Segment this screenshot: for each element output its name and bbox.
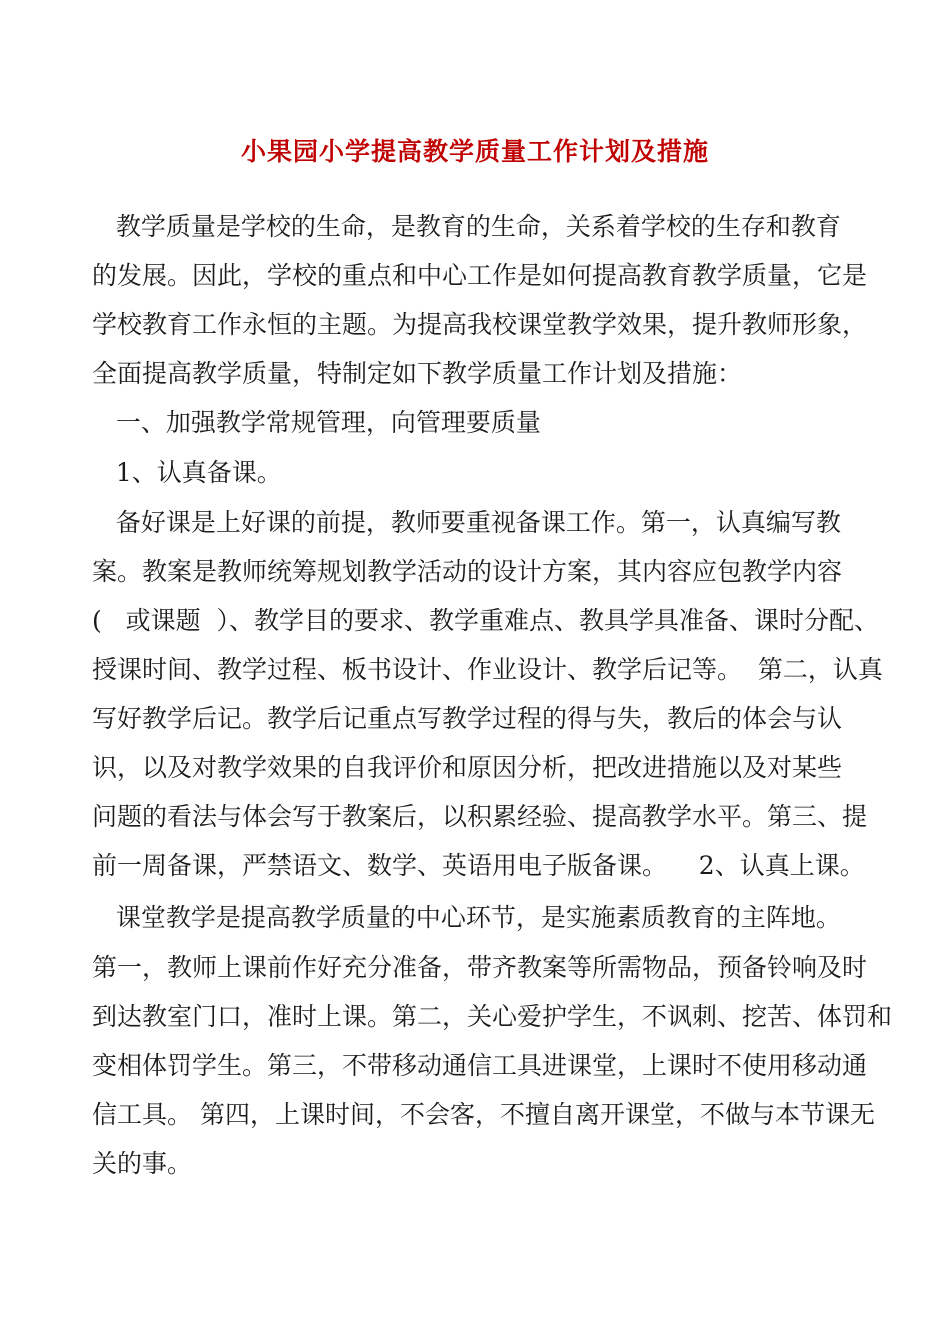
document-title: 小果园小学提高教学质量工作计划及措施 [240,137,709,166]
body-line: 案。教案是教师统筹规划教学活动的设计方案，其内容应包教学内容 [92,557,843,586]
body-line: 前一周备课，严禁语文、数学、英语用电子版备课。 2、认真上课。 [92,851,865,880]
body-line: 课堂教学是提高教学质量的中心环节，是实施素质教育的主阵地。 [92,903,841,932]
body-line: 备好课是上好课的前提，教师要重视备课工作。第一，认真编写教 [92,508,841,537]
body-line: 问题的看法与体会写于教案后，以积累经验、提高教学水平。第三、提 [92,802,868,831]
body-line: 写好教学后记。教学后记重点写教学过程的得与失，教后的体会与认 [92,704,843,733]
subsection-heading: 1、认真备课。 [92,458,282,487]
body-line: 信工具。 第四，上课时间，不会客，不擅自离开课堂，不做与本节课无 [92,1100,875,1129]
body-line: 学校教育工作永恒的主题。为提高我校课堂教学效果，提升教师形象， [92,310,868,339]
body-line: 到达教室门口，准时上课。第二，关心爱护学生，不讽刺、挖苦、体罚和 [92,1002,893,1031]
body-line: 第一，教师上课前作好充分准备，带齐教案等所需物品，预备铃响及时 [92,953,868,982]
body-line: 关的事。 [92,1149,193,1178]
body-line: ( 或课题 ）、教学目的要求、教学重难点、教具学具准备、课时分配、 [92,606,879,635]
body-line: 变相体罚学生。第三，不带移动通信工具进课堂，上课时不使用移动通 [92,1051,868,1080]
body-line: 教学质量是学校的生命，是教育的生命，关系着学校的生存和教育 [92,212,841,241]
body-line: 的发展。因此，学校的重点和中心工作是如何提高教育教学质量，它是 [92,261,868,290]
body-line: 识，以及对教学效果的自我评价和原因分析，把改进措施以及对某些 [92,753,843,782]
body-line: 全面提高教学质量，特制定如下教学质量工作计划及措施： [92,359,743,388]
body-line: 授课时间、教学过程、板书设计、作业设计、教学后记等。 第二，认真 [92,655,883,684]
section-heading: 一、加强教学常规管理，向管理要质量 [92,408,541,437]
